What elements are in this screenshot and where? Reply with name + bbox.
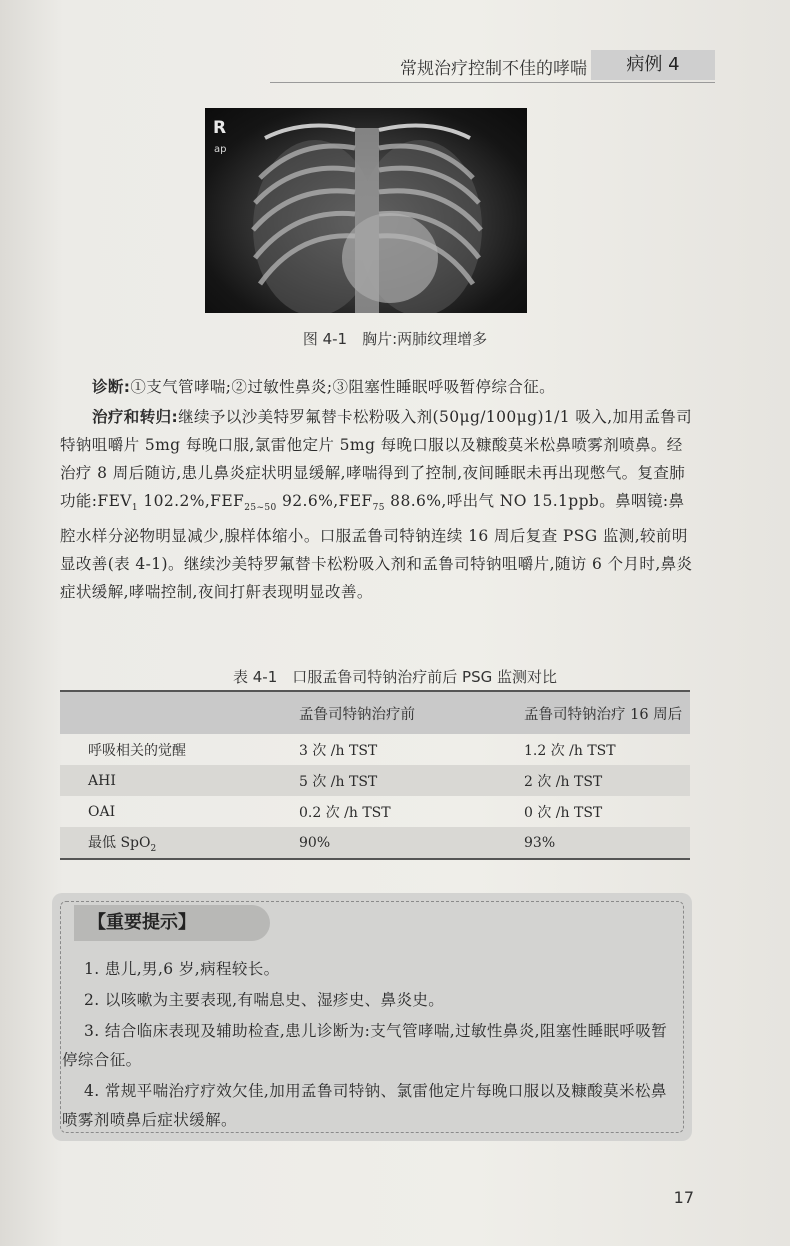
table-cell: AHI <box>60 765 269 796</box>
table-header-cell: 孟鲁司特钠治疗前 <box>269 691 496 734</box>
tip-item: 4. 常规平喘治疗疗效欠佳,加用孟鲁司特钠、氯雷他定片每晚口服以及糠酸莫米松鼻喷雾剂喷鼻后症状缓解。 <box>62 1082 667 1129</box>
table-cell: 呼吸相关的觉醒 <box>88 742 186 759</box>
tip-item: 3. 结合临床表现及辅助检查,患儿诊断为:支气管哮喘,过敏性鼻炎,阻塞性睡眠呼吸暂停综合征。 <box>62 1022 668 1069</box>
table-row <box>60 734 690 765</box>
xray-drawing <box>205 108 527 313</box>
treatment-text-b: 102.2%,FEF <box>138 492 245 510</box>
tip-item: 2. 以咳嗽为主要表现,有喘息史、湿疹史、鼻炎史。 <box>84 991 445 1009</box>
table-header-row <box>60 691 690 734</box>
tips-list <box>62 955 682 1137</box>
diagnosis-text: ①支气管哮喘;②过敏性鼻炎;③阻塞性睡眠呼吸暂停综合征。 <box>130 378 556 396</box>
chest-xray-image <box>205 108 527 313</box>
diagnosis-paragraph <box>60 373 696 401</box>
table-cell: 2 次 /h TST <box>496 765 690 796</box>
psg-comparison-table <box>60 690 690 860</box>
treatment-text-c: 92.6%,FEF <box>276 492 373 510</box>
treatment-paragraph <box>60 403 696 606</box>
table-cell: 0.2 次 /h TST <box>299 804 391 821</box>
page-number: 17 <box>673 1188 694 1207</box>
table-cell <box>60 827 269 859</box>
header-title: 常规治疗控制不佳的哮喘 <box>400 59 587 79</box>
table-cell: OAI <box>88 803 116 820</box>
treatment-label: 治疗和转归: <box>92 408 179 426</box>
table-cell: 93% <box>496 827 690 859</box>
table-cell: 3 次 /h TST <box>299 742 378 759</box>
spo2-subscript: 2 <box>150 843 157 854</box>
xray-marker-ap: ap <box>214 144 227 155</box>
table-row <box>60 765 690 796</box>
fev-subscript: 1 <box>131 503 139 514</box>
diagnosis-label: 诊断: <box>92 378 131 396</box>
tips-title: 【重要提示】 <box>74 905 270 941</box>
table-cell: 90% <box>269 827 496 859</box>
table-cell: 0 次 /h TST <box>524 804 603 821</box>
fef75-subscript: 75 <box>372 503 385 514</box>
table-row <box>60 827 690 859</box>
table-title: 表 4-1 口服孟鲁司特钠治疗前后 PSG 监测对比 <box>233 668 557 686</box>
xray-marker-r: R <box>213 118 227 138</box>
table-header-cell: 孟鲁司特钠治疗 16 周后 <box>496 691 690 734</box>
running-header <box>270 48 715 83</box>
table-cell: 1.2 次 /h TST <box>524 742 616 759</box>
spo2-label: 最低 SpO <box>88 834 151 851</box>
treatment-text-d: 88.6%,呼出气 NO 15.1ppb。鼻咽镜:鼻腔水样分泌物明显减少,腺样体缩小。口服孟鲁司特钠连续 16 周后复查 PSG 监测,较前明显改善(表 4-1)。继续沙美特罗氟替卡松粉吸入剂和孟鲁司特钠咀嚼片,随访 6 个月时,鼻炎症状缓解,哮喘控制,夜间打鼾表现明显改善。 <box>60 492 693 602</box>
figure-caption: 图 4-1 胸片:两肺纹理增多 <box>302 330 488 348</box>
fef2550-subscript: 25~50 <box>244 503 277 514</box>
table-row <box>60 796 690 827</box>
table-cell: 5 次 /h TST <box>269 765 496 796</box>
treatment-text-a: 继续予以沙美特罗氟替卡松粉吸入剂(50μg/100μg)1/1 吸入,加用孟鲁司特钠咀嚼片 5mg 每晚口服,氯雷他定片 5mg 每晚口服以及糠酸莫米松鼻喷雾剂喷鼻。经治疗 8 周后随访,患儿鼻炎症状明显缓解,哮喘得到了控制,夜间睡眠未再出现憋气。复查肺功能:FEV <box>60 408 693 510</box>
case-label: 病例 4 <box>591 50 715 80</box>
tip-item: 1. 患儿,男,6 岁,病程较长。 <box>84 960 280 978</box>
table-header-cell <box>60 691 269 734</box>
